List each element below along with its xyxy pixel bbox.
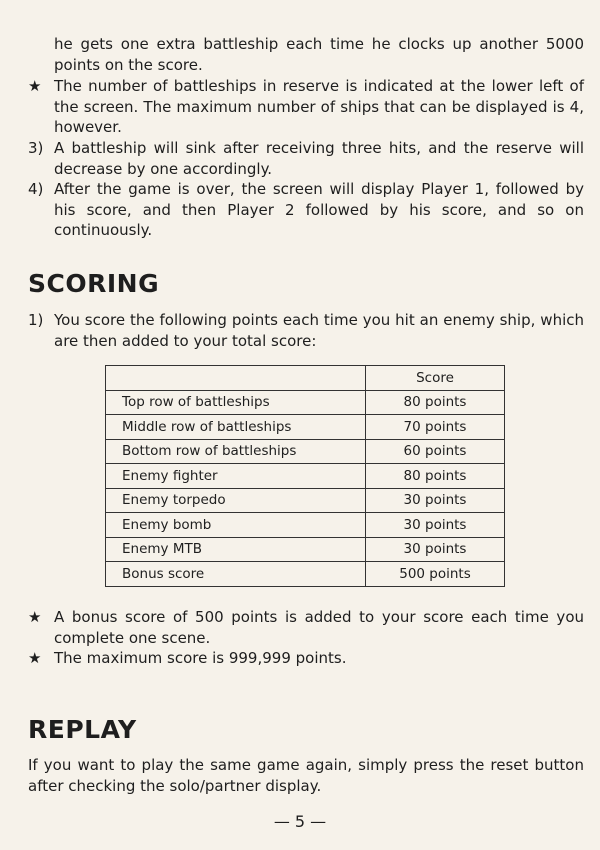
star-bullet-icon: ★ bbox=[28, 77, 42, 95]
rule-item-4 bbox=[28, 179, 584, 241]
rule-item-4-text: After the game is over, the screen will display Player 1, followed by his score, and then Player 2 followed by his score, and so on continuously. bbox=[54, 180, 584, 239]
target-cell: Enemy torpedo bbox=[106, 488, 366, 513]
target-cell: Middle row of battleships bbox=[106, 415, 366, 440]
points-cell: 500 points bbox=[366, 562, 505, 587]
star-bullet-icon: ★ bbox=[28, 649, 42, 667]
bonus-note-text: A bonus score of 500 points is added to your score each time you complete one scene. bbox=[54, 608, 584, 647]
target-cell: Bottom row of battleships bbox=[106, 439, 366, 464]
table-row bbox=[106, 513, 505, 538]
points-cell: 80 points bbox=[366, 464, 505, 489]
scoring-item-1-text: You score the following points each time you hit an enemy ship, which are then added to your total score: bbox=[54, 311, 584, 350]
table-row bbox=[106, 488, 505, 513]
score-table-header bbox=[106, 366, 505, 391]
item-number-3: 3) bbox=[28, 139, 44, 157]
target-cell: Enemy MTB bbox=[106, 537, 366, 562]
rule-item-3 bbox=[28, 138, 584, 179]
replay-heading: REPLAY bbox=[28, 715, 137, 744]
bonus-note bbox=[28, 607, 584, 648]
table-row bbox=[106, 415, 505, 440]
rule-item-3-text: A battleship will sink after receiving three hits, and the reserve will decrease by one accordingly. bbox=[54, 139, 584, 178]
points-cell: 30 points bbox=[366, 537, 505, 562]
points-cell: 30 points bbox=[366, 513, 505, 538]
item-number-1: 1) bbox=[28, 311, 44, 329]
target-cell: Enemy fighter bbox=[106, 464, 366, 489]
target-cell: Bonus score bbox=[106, 562, 366, 587]
target-cell: Enemy bomb bbox=[106, 513, 366, 538]
table-row bbox=[106, 390, 505, 415]
reserve-note-text: The number of battleships in reserve is indicated at the lower left of the screen. The maximum number of ships that can be displayed is 4, however. bbox=[54, 77, 584, 136]
reserve-note bbox=[28, 76, 584, 138]
score-table bbox=[105, 365, 505, 587]
continuation-text: he gets one extra battleship each time he clocks up another 5000 points on the score. bbox=[54, 35, 584, 74]
scoring-item-1 bbox=[28, 310, 584, 351]
points-cell: 80 points bbox=[366, 390, 505, 415]
max-score-note-text: The maximum score is 999,999 points. bbox=[54, 649, 347, 667]
item-number-4: 4) bbox=[28, 180, 44, 198]
table-row bbox=[106, 562, 505, 587]
table-row bbox=[106, 464, 505, 489]
target-cell: Top row of battleships bbox=[106, 390, 366, 415]
page-number: — 5 — bbox=[273, 812, 327, 831]
max-score-note bbox=[28, 648, 584, 669]
points-cell: 30 points bbox=[366, 488, 505, 513]
replay-text: If you want to play the same game again, simply press the reset button after checking the solo/partner display. bbox=[28, 756, 584, 795]
scoring-heading: SCORING bbox=[28, 269, 160, 298]
table-row bbox=[106, 537, 505, 562]
points-cell: 70 points bbox=[366, 415, 505, 440]
header-score-cell: Score bbox=[366, 366, 505, 391]
header-target-cell bbox=[106, 366, 366, 391]
points-cell: 60 points bbox=[366, 439, 505, 464]
star-bullet-icon: ★ bbox=[28, 608, 42, 626]
table-row bbox=[106, 439, 505, 464]
